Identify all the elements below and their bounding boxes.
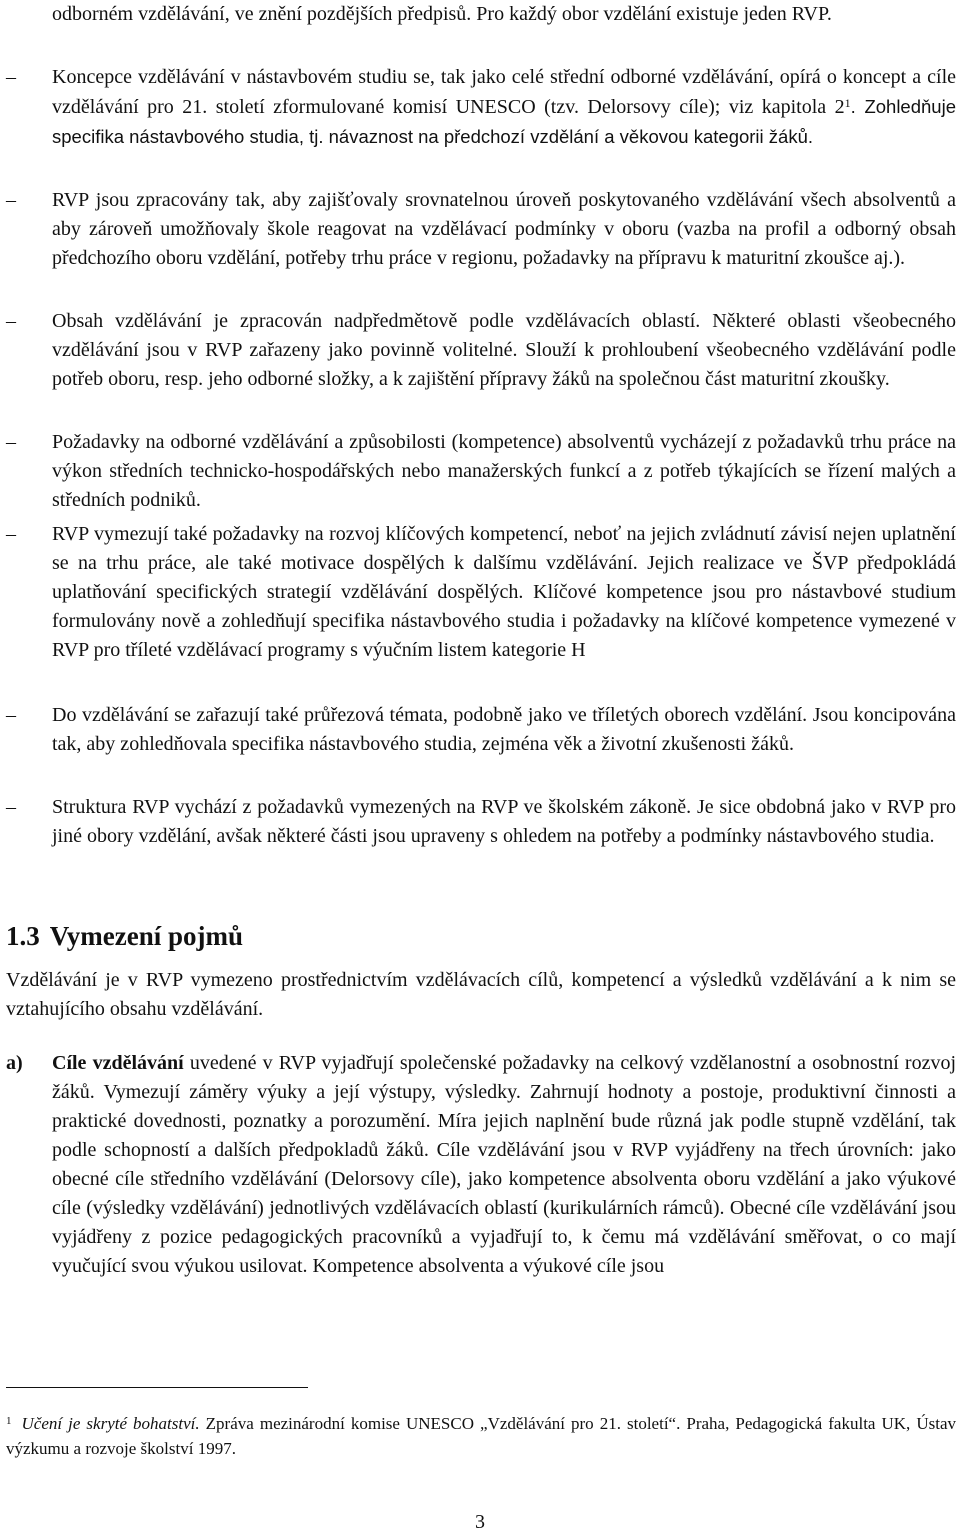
dash-marker: – (6, 523, 16, 545)
bullet-text-part: Koncepce vzdělávání v nástavbovém studiu se, tak jako celé střední odborné vzdělávání, opírá o koncept a cíle vzdělávání pro 21. století zformulované komisí UNESCO (tzv. Delorsovy cíle); viz kapitola 2 (52, 66, 956, 118)
section-title: Vymezení pojmů (49, 921, 243, 951)
definition-text (52, 1049, 956, 1281)
definition-list-item (6, 1049, 956, 1281)
bullet-item (6, 701, 956, 759)
footnote-mark: 1 (6, 1415, 12, 1427)
bullet-item (6, 793, 956, 851)
section-number: 1.3 (6, 921, 40, 951)
intro-line: odborném vzdělávání, ve znění pozdějších předpisů. Pro každý obor vzdělání existuje jeden RVP. (52, 3, 832, 25)
dash-marker: – (6, 189, 16, 211)
bullet-item (6, 307, 956, 394)
bullet-text: RVP jsou zpracovány tak, aby zajišťovaly srovnatelnou úroveň poskytovaného vzdělávání všech absolventů a aby zároveň umožňovaly škole reagovat na vzdělávací podmínky v oboru (vazba na profil a odborný obsah předchozího oboru vzdělání, potřeby trhu práce v regionu, požadavky na přípravu k maturitní zkoušce aj.). (52, 189, 956, 269)
dash-marker: – (6, 310, 16, 332)
footnote-separator (6, 1387, 308, 1388)
list-marker: a) (6, 1052, 23, 1074)
bullet-text: Požadavky na odborné vzdělávání a způsobilosti (kompetence) absolventů vycházejí z požadavků trhu práce na výkon středních technicko-hospodářských nebo manažerských funkcí a z potřeb týkajících se řízení malých a středních podniků. (52, 431, 956, 511)
bullet-text: Do vzdělávání se zařazují také průřezová témata, podobně jako ve tříletých oborech vzdělání. Jsou koncipována tak, aby zohledňovala specifika nástavbového studia, zejména věk a životní zkušenosti žáků. (52, 704, 956, 755)
section-heading (6, 916, 243, 956)
bullet-item (6, 63, 956, 152)
definition-body: uvedené v RVP vyjadřují společenské požadavky na celkový vzdělanostní a osobnostní rozvoj žáků. Vymezují záměry výuky a její výstupy, výsledky. Zahrnují hodnoty a postoje, produktivní činnosti a praktické dovednosti, poznatky a porozumění. Míra jejich naplnění bude různá jak podle stupně vzdělání, tak podle schopností a dalších předpokladů žáků. Cíle vzdělávání jsou v RVP vyjádřeny na třech úrovních: jako obecné cíle středního vzdělávání (Delorsovy cíle), jako kompetence absolventa oboru vzdělání a jako výukové cíle (výsledky vzdělávání) jednotlivých vzdělávacích oblastí (kurikulárních rámců). Obecné cíle vzdělávání jsou vyjádřeny z pozice pedagogických pracovníků a vyjadřují to, k čemu má vzdělávání směřovat, o co mají vyučující svou výukou usilovat. Kompetence absolventa a výukové cíle jsou (52, 1052, 957, 1277)
footnote-text: Zpráva mezinárodní komise UNESCO „Vzdělávání pro 21. století“. Praha, Pedagogická fakulta UK, Ústav výzkumu a rozvoje školství 1997. (6, 1414, 956, 1458)
dash-marker: – (6, 704, 16, 726)
bullet-text: RVP vymezují také požadavky na rozvoj klíčových kompetencí, neboť na jejich zvládnutí závisí nejen uplatnění se na trhu práce, ale také motivace dospělých k dalšímu vzdělávání. Jejich realizace ve ŠVP předpokládá uplatňování specifických strategií vzdělávání dospělých. Klíčové kompetence jsou pro nástavbové studium formulovány nově a zohledňují specifika nástavbového studia i požadavky na klíčové kompetence vymezené v RVP pro tříleté vzdělávací programy s výučním listem kategorie H (52, 523, 956, 661)
dash-marker: – (6, 431, 16, 453)
defined-term: Cíle vzdělávání (52, 1052, 184, 1074)
bullet-text: Struktura RVP vychází z požadavků vymezených na RVP ve školském zákoně. Je sice obdobná jako v RVP pro jiné obory vzdělání, avšak některé části jsou upraveny s ohledem na potřeby a podmínky nástavbového studia. (52, 796, 956, 847)
dash-marker: – (6, 66, 16, 88)
intro-continuation (6, 0, 956, 29)
bullet-text-part: . Zohledňuje specifika nástavbového studia, tj. návaznost na předchozí vzdělání a věkovou kategorii žáků. (52, 96, 956, 147)
bullet-text (52, 63, 956, 152)
bullet-item (6, 428, 956, 515)
bullet-item (6, 186, 956, 273)
footnote-reference[interactable]: 1 (844, 96, 851, 110)
footnote (6, 1411, 956, 1461)
section-intro-paragraph: Vzdělávání je v RVP vymezeno prostřednictvím vzdělávacích cílů, kompetencí a výsledků vzdělávání a k nim se vztahujícího obsahu vzdělávání. (6, 969, 956, 1020)
bullet-item (6, 520, 956, 665)
page-number: 3 (475, 1511, 485, 1533)
footnote-title: Učení je skryté bohatství. (21, 1414, 200, 1433)
dash-marker: – (6, 796, 16, 818)
bullet-text: Obsah vzdělávání je zpracován nadpředmětově podle vzdělávacích oblastí. Některé oblasti všeobecného vzdělávání jsou v RVP zařazeny jako povinně volitelné. Slouží k prohloubení všeobecného vzdělávání podle potřeb oboru, resp. jeho odborné složky, a k zajištění přípravy žáků na společnou část maturitní zkoušky. (52, 310, 956, 390)
